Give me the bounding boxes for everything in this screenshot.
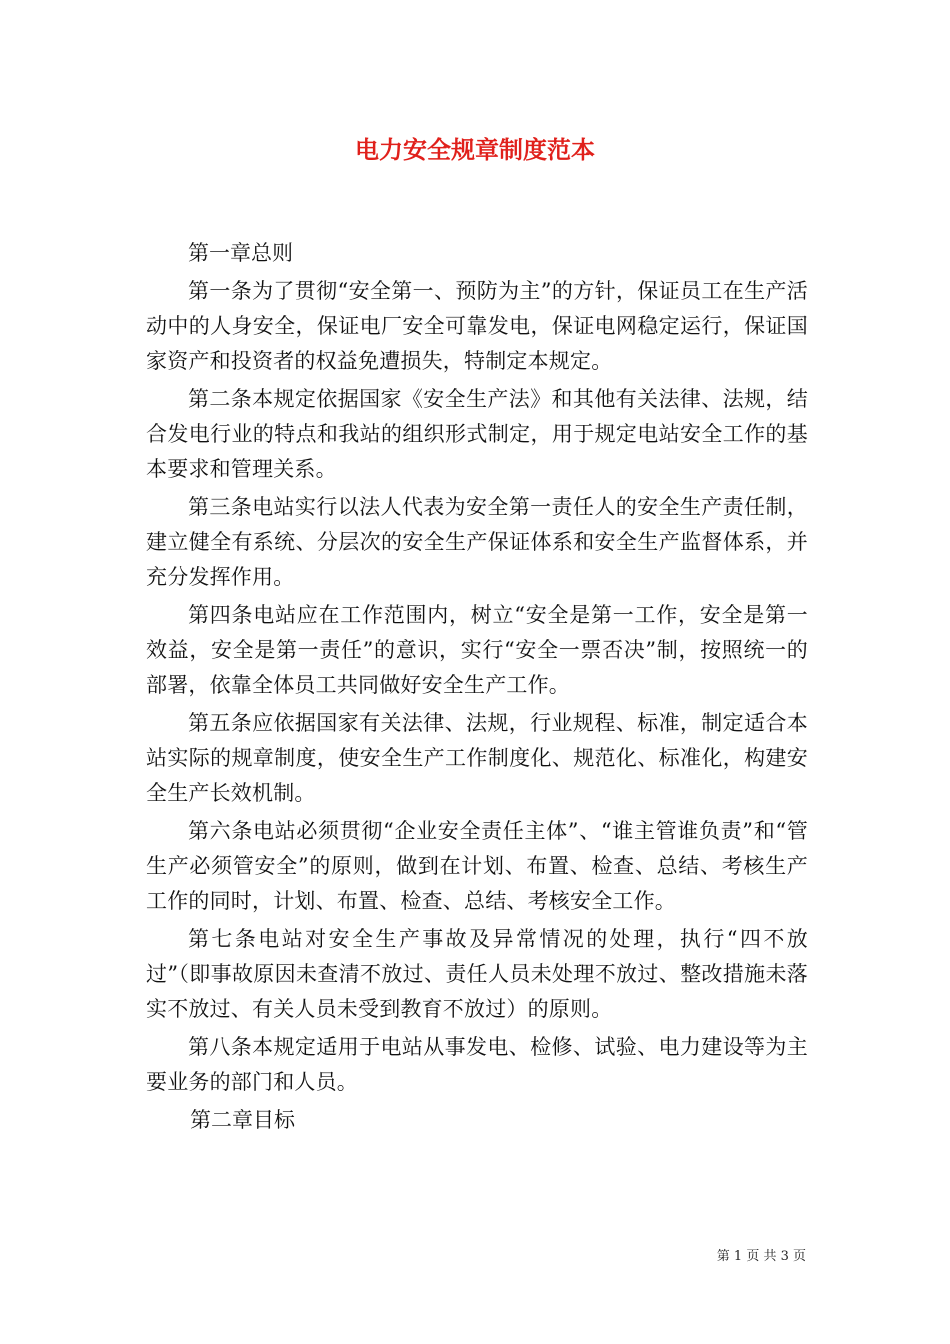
article-paragraph: 第八条本规定适用于电站从事发电、检修、试验、电力建设等为主要业务的部门和人员。 <box>146 1035 808 1094</box>
article-paragraph: 第四条电站应在工作范围内，树立“安全是第一工作，安全是第一效益，安全是第一责任”的意识，实行“安全一票否决”制，按照统一的部署，依靠全体员工共同做好安全生产工作。 <box>146 603 808 697</box>
article-paragraph: 第六条电站必须贯彻“企业安全责任主体”、“谁主管谁负责”和“管生产必须管安全”的原则，做到在计划、布置、检查、总结、考核生产工作的同时，计划、布置、检查、总结、考核安全工作。 <box>146 819 808 913</box>
document-body <box>146 236 808 1141</box>
article-paragraph: 第一条为了贯彻“安全第一、预防为主”的方针，保证员工在生产活动中的人身安全，保证电厂安全可靠发电，保证电网稳定运行，保证国家资产和投资者的权益免遭损失，特制定本规定。 <box>146 279 808 373</box>
document-title: 电力安全规章制度范本 <box>355 136 595 164</box>
article-paragraph: 第二条本规定依据国家《安全生产法》和其他有关法律、法规，结合发电行业的特点和我站的组织形式制定，用于规定电站安全工作的基本要求和管理关系。 <box>146 387 808 481</box>
chapter-heading: 第二章目标 <box>190 1108 295 1132</box>
chapter-heading: 第一章总则 <box>188 241 293 265</box>
article-paragraph: 第三条电站实行以法人代表为安全第一责任人的安全生产责任制，建立健全有系统、分层次的安全生产保证体系和安全生产监督体系，并充分发挥作用。 <box>146 495 808 589</box>
article-paragraph: 第七条电站对安全生产事故及异常情况的处理，执行“四不放过”（即事故原因未查清不放过、责任人员未处理不放过、整改措施未落实不放过、有关人员未受到教育不放过）的原则。 <box>146 927 808 1021</box>
page-number: 第 1 页 共 3 页 <box>716 1249 806 1264</box>
article-paragraph: 第五条应依据国家有关法律、法规，行业规程、标准，制定适合本站实际的规章制度，使安全生产工作制度化、规范化、标准化，构建安全生产长效机制。 <box>146 711 808 805</box>
